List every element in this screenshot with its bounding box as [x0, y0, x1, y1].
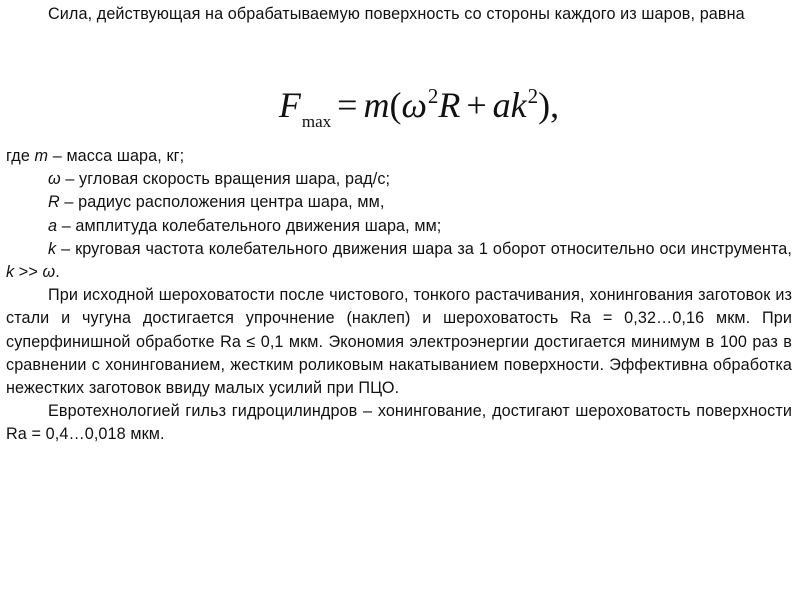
formula-m: m — [363, 85, 390, 125]
formula-r: R — [438, 85, 461, 125]
paragraph-eurotech: Евротехнологией гильз гидроцилиндров – хонингование, достигают шероховатость поверхности Ra = 0,4…0,018 мкм. — [6, 402, 792, 444]
k-rel-right: ω — [42, 263, 56, 282]
force-formula — [279, 74, 559, 144]
formula-a: a — [492, 85, 511, 125]
formula-sup-2: 2 — [527, 84, 539, 108]
def-r-text: радиус расположения центра шара, мм, — [78, 193, 385, 212]
formula-omega: ω — [401, 85, 427, 125]
body-text — [6, 145, 792, 447]
def-a — [6, 215, 792, 238]
k-rel-op: >> — [14, 263, 43, 282]
document-page — [6, 0, 792, 600]
def-k-text: круговая частота колебательного движения шара за 1 оборот относительно оси инструмента, — [75, 239, 792, 258]
def-a-text: амплитуда колебательного движения шара, мм; — [75, 216, 442, 235]
def-m-text: масса шара, кг; — [66, 147, 185, 165]
formula-eq: = — [337, 85, 358, 125]
def-r-symbol: R — [48, 193, 60, 212]
def-m — [6, 145, 792, 168]
def-m-symbol: m — [34, 147, 49, 165]
def-r — [6, 191, 792, 214]
formula-open-paren: ( — [389, 85, 402, 125]
paragraph-roughness: При исходной шероховатости после чистового, тонкого растачивания, хонингования заготовок из стали и чугуна достигается упрочнение (наклеп) и шероховатость Ra = 0,32…0,16 мкм. При суперфинишной обработке Ra ≤ 0,1 мкм. Экономия электроэнергии достигается минимум в 100 раз в сравнении с хонингованием, жестким роликовым накатыванием поверхности. Эффективна обработка нежестких заготовок ввиду малых усилий при ПЦО. — [6, 286, 792, 398]
k-rel-left: k — [6, 263, 15, 282]
def-a-symbol: а — [48, 216, 58, 235]
def-omega — [6, 168, 792, 191]
formula-plus: + — [466, 85, 487, 125]
where-word: где — [6, 147, 30, 165]
def-omega-text: угловая скорость вращения шара, рад/с; — [79, 170, 391, 189]
formula-k: k — [510, 85, 527, 125]
intro-paragraph: Сила, действующая на обрабатываемую поверхность со стороны каждого из шаров, равна — [48, 5, 745, 23]
formula-close: ), — [538, 85, 560, 125]
formula-sup-1: 2 — [427, 84, 439, 108]
k-rel-end: . — [55, 263, 60, 282]
formula-f: F — [278, 85, 301, 125]
formula-block — [6, 74, 792, 144]
def-k-symbol: k — [48, 239, 57, 258]
formula-sub-max: max — [301, 112, 332, 131]
def-omega-symbol: ω — [48, 170, 61, 189]
def-k — [6, 238, 792, 284]
